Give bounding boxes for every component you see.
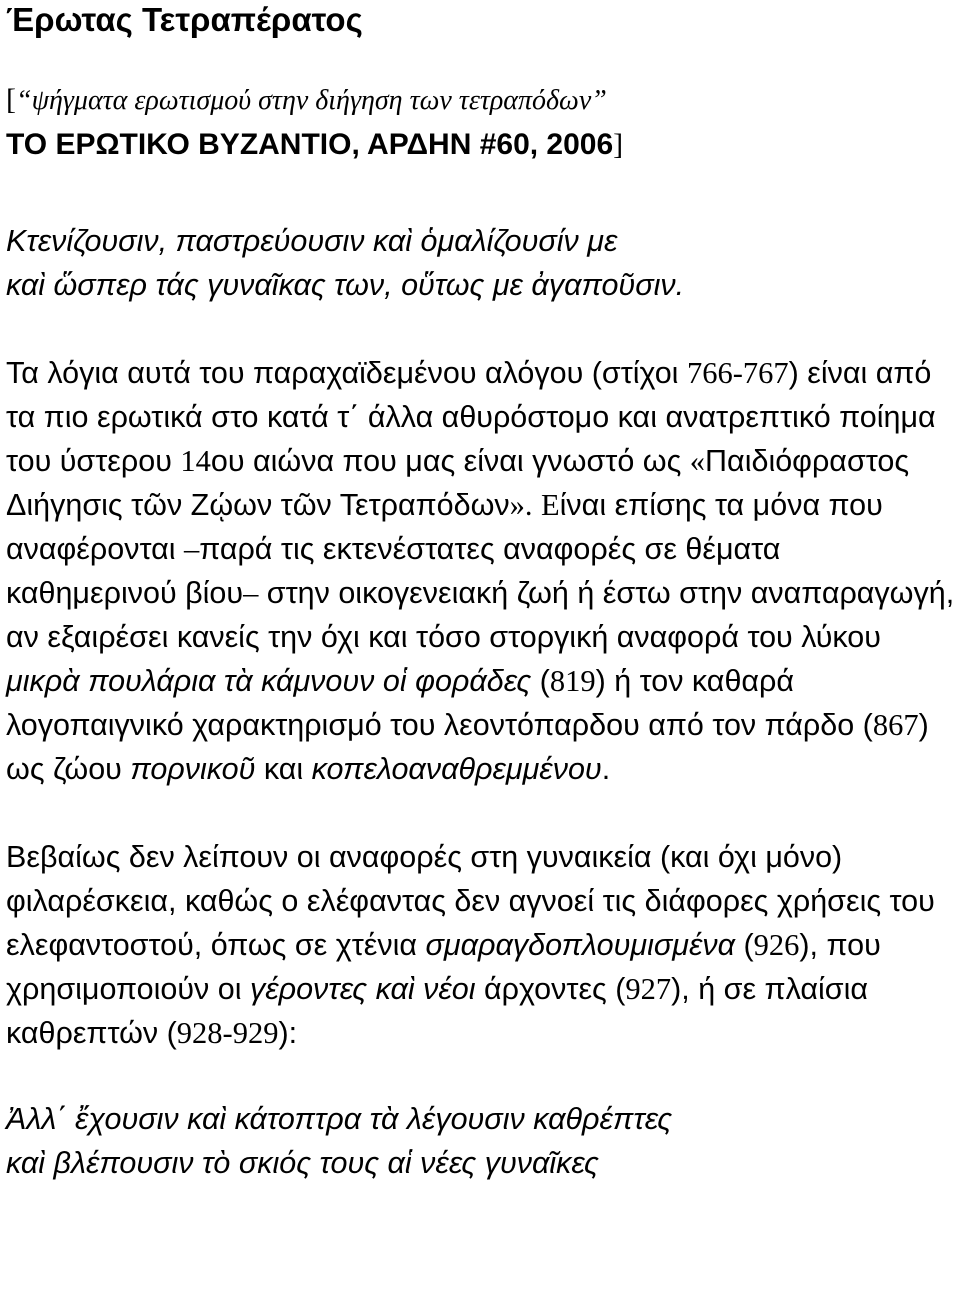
verse-reference: 766-767 — [686, 356, 789, 390]
citation-open-bracket: [ — [6, 83, 16, 116]
source-citation — [6, 78, 956, 167]
text-run: ) ή τον καθαρά λογοπαιγνικό χαρακτηρισμό του λεοντόπαρδου από τον πάρδο ( — [6, 664, 873, 742]
document-title: Έρωτας Τετραπέρατος — [6, 1, 363, 38]
text-run: και — [255, 752, 312, 786]
text-run: ), που χρησιμοποιούν οι — [6, 928, 881, 1006]
text-run: . — [601, 752, 611, 786]
verse-reference: 819 — [549, 664, 596, 698]
verse-line: Κτενίζουσιν, παστρεύουσιν καὶ ὁμαλίζουσίν με — [6, 224, 618, 258]
verse-reference: 926 — [753, 928, 800, 962]
text-run: άρχοντες ( — [475, 972, 626, 1006]
document-page — [6, 0, 956, 1185]
body-paragraph-2 — [6, 835, 956, 1055]
verse-reference: 928-929 — [176, 1016, 279, 1050]
verse-quote-horse — [6, 219, 956, 307]
inline-quote: πορνικοῦ — [130, 752, 256, 786]
text-run: ) ως ζώου — [6, 708, 929, 786]
text-run: παρά τις εκτενέστατες αναφορές σε θέματα καθημερινού βίου — [6, 532, 781, 610]
verse-quote-elephant — [6, 1097, 956, 1185]
text-run: ), ή σε πλαίσια καθρεπτών ( — [6, 972, 869, 1050]
text-run: Βεβαίως δεν λείπουν οι αναφορές στη γυναικεία (και όχι μόνο) φιλαρέσκεια, καθώς ο ελέφαντας δεν αγνοεί τις διάφορες χρήσεις του ελεφαντοστού, όπως σε χτένια — [6, 840, 935, 962]
verse-line: καὶ βλέπουσιν τὸ σκιός τους αἱ νέες γυναῖκες — [6, 1146, 599, 1180]
poem-title: Παιδιόφραστος Διήγησις τῶν Ζῴων τῶν Τετραπόδων — [6, 444, 910, 522]
text-run: ) είναι από τα πιο ερωτικά στο κατά τ΄ άλλα αθυρόστομο και ανατρεπτικό ποίημα του ύστερου — [6, 356, 936, 478]
text-run: ( — [531, 664, 550, 698]
inline-quote: μικρὰ πουλάρια τὰ κάμνουν οἱ φοράδες — [6, 664, 532, 698]
dash: – — [243, 576, 259, 610]
inline-quote: σμαραγδοπλουμισμένα — [425, 928, 735, 962]
right-quote: ». — [509, 488, 533, 522]
text-run — [533, 488, 541, 522]
body-paragraph-1 — [6, 351, 956, 791]
verse-reference: 927 — [625, 972, 672, 1006]
verse-line: Ἀλλ΄ ἔχουσιν καὶ κάτοπτρα τὰ λέγουσιν καθρέπτες — [6, 1102, 673, 1136]
text-run: ίναι επίσης τα μόνα που αναφέρονται — [6, 488, 883, 566]
text-run: ( — [735, 928, 754, 962]
text-run: ): — [278, 1016, 298, 1050]
text-run: στην οικογενειακή ζωή ή έστω στην αναπαραγωγή, αν εξαιρέσει κανείς την όχι και τόσο στοργική αναφορά του λύκου — [6, 576, 955, 654]
dash: – — [183, 532, 200, 566]
citation-close-bracket: ] — [613, 128, 624, 161]
inline-quote: γέροντες καὶ νέοι — [249, 972, 476, 1006]
verse-reference: 867 — [872, 708, 919, 742]
drop-letter: Ε — [541, 488, 560, 522]
journal-reference: ΤΟ ΕΡΩΤΙΚΟ ΒΥΖΑΝΤΙΟ, ΑΡΔΗΝ #60, 2006 — [6, 128, 614, 161]
inline-quote: κοπελοαναθρεμμένου — [311, 752, 602, 786]
text-run: ου αιώνα που μας είναι γνωστό ως — [210, 444, 690, 478]
verse-line: καὶ ὥσπερ τάς γυναῖκας των, οὕτως με ἀγαποῦσιν. — [6, 268, 685, 302]
century-number: 14 — [180, 444, 211, 478]
article-subtitle: “ψήγματα ερωτισμού στην διήγηση των τετραπόδων” — [16, 85, 607, 116]
left-quote: « — [689, 444, 706, 478]
text-run: Τα λόγια αυτά του παραχαϊδεμένου αλόγου (στίχοι — [6, 356, 687, 390]
